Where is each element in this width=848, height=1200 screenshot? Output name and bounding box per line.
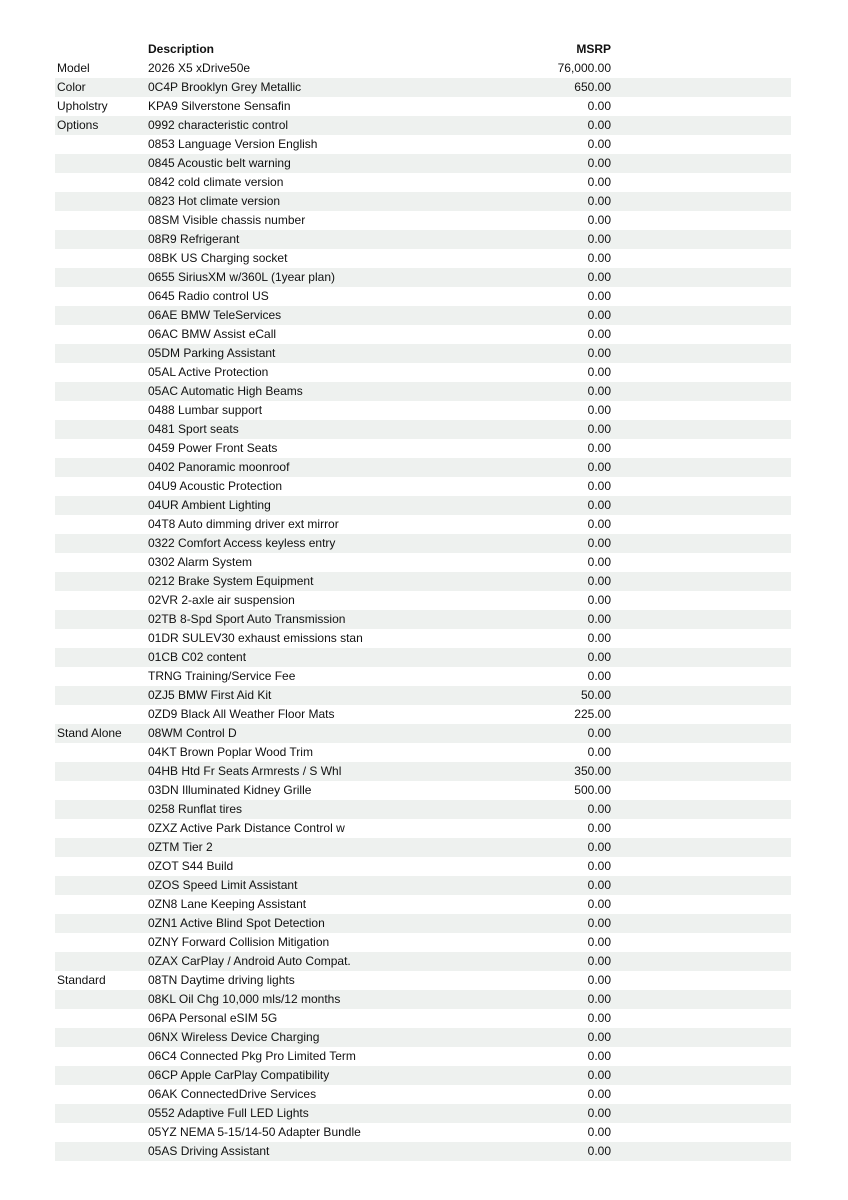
table-row	[55, 287, 791, 306]
description-cell: 0ZNY Forward Collision Mitigation	[148, 935, 330, 949]
description-cell: 02VR 2-axle air suspension	[148, 593, 295, 607]
table-row	[55, 724, 791, 743]
description-cell: 05AS Driving Assistant	[148, 1144, 270, 1158]
description-cell: 08BK US Charging socket	[148, 251, 288, 265]
msrp-cell: 0.00	[587, 669, 611, 683]
description-cell: 0ZAX CarPlay / Android Auto Compat.	[148, 954, 351, 968]
table-row	[55, 629, 791, 648]
msrp-cell: 650.00	[574, 80, 611, 94]
msrp-cell: 0.00	[587, 517, 611, 531]
table-row	[55, 382, 791, 401]
description-cell: 0ZJ5 BMW First Aid Kit	[148, 688, 272, 702]
table-row	[55, 401, 791, 420]
description-cell: 0853 Language Version English	[148, 137, 318, 151]
msrp-cell: 0.00	[587, 194, 611, 208]
table-row	[55, 116, 791, 135]
table-body	[55, 59, 791, 1161]
category-cell: Stand Alone	[57, 726, 122, 740]
description-cell: 04T8 Auto dimming driver ext mirror	[148, 517, 339, 531]
table-row	[55, 743, 791, 762]
msrp-cell: 0.00	[587, 650, 611, 664]
table-row	[55, 97, 791, 116]
table-row	[55, 458, 791, 477]
description-cell: 0459 Power Front Seats	[148, 441, 278, 455]
pricing-table	[55, 40, 791, 1161]
msrp-cell: 0.00	[587, 403, 611, 417]
table-row	[55, 344, 791, 363]
description-cell: 05AC Automatic High Beams	[148, 384, 303, 398]
table-row	[55, 439, 791, 458]
description-cell: 0302 Alarm System	[148, 555, 253, 569]
description-cell: 0402 Panoramic moonroof	[148, 460, 290, 474]
msrp-cell: 0.00	[587, 574, 611, 588]
table-row	[55, 1066, 791, 1085]
msrp-cell: 0.00	[587, 897, 611, 911]
table-row	[55, 933, 791, 952]
table-row	[55, 1104, 791, 1123]
table-row	[55, 515, 791, 534]
msrp-cell: 0.00	[587, 498, 611, 512]
description-cell: 05YZ NEMA 5-15/14-50 Adapter Bundle	[148, 1125, 361, 1139]
msrp-cell: 0.00	[587, 479, 611, 493]
msrp-cell: 0.00	[587, 802, 611, 816]
description-cell: 04UR Ambient Lighting	[148, 498, 271, 512]
msrp-cell: 0.00	[587, 213, 611, 227]
description-cell: 05AL Active Protection	[148, 365, 269, 379]
table-row	[55, 572, 791, 591]
msrp-cell: 0.00	[587, 327, 611, 341]
table-row	[55, 59, 791, 78]
table-row	[55, 230, 791, 249]
msrp-cell: 0.00	[587, 270, 611, 284]
description-cell: 0ZOT S44 Build	[148, 859, 234, 873]
table-row	[55, 705, 791, 724]
table-row	[55, 192, 791, 211]
description-cell: 08WM Control D	[148, 726, 237, 740]
msrp-cell: 0.00	[587, 593, 611, 607]
table-row	[55, 648, 791, 667]
table-row	[55, 496, 791, 515]
table-row	[55, 895, 791, 914]
table-row	[55, 325, 791, 344]
msrp-cell: 0.00	[587, 992, 611, 1006]
description-cell: 02TB 8-Spd Sport Auto Transmission	[148, 612, 346, 626]
table-row	[55, 534, 791, 553]
description-cell: 08KL Oil Chg 10,000 mls/12 months	[148, 992, 341, 1006]
msrp-cell: 0.00	[587, 555, 611, 569]
table-row	[55, 952, 791, 971]
category-cell: Options	[57, 118, 99, 132]
table-row	[55, 914, 791, 933]
description-cell: 0212 Brake System Equipment	[148, 574, 314, 588]
description-header: Description	[148, 42, 215, 56]
msrp-cell: 0.00	[587, 726, 611, 740]
description-cell: 06PA Personal eSIM 5G	[148, 1011, 278, 1025]
msrp-cell: 0.00	[587, 631, 611, 645]
description-cell: KPA9 Silverstone Sensafin	[148, 99, 291, 113]
description-cell: 0645 Radio control US	[148, 289, 269, 303]
description-cell: TRNG Training/Service Fee	[148, 669, 296, 683]
description-cell: 06AC BMW Assist eCall	[148, 327, 277, 341]
msrp-cell: 0.00	[587, 118, 611, 132]
msrp-cell: 0.00	[587, 916, 611, 930]
table-row	[55, 686, 791, 705]
category-cell: Upholstry	[57, 99, 108, 113]
msrp-cell: 0.00	[587, 1144, 611, 1158]
description-cell: 0C4P Brooklyn Grey Metallic	[148, 80, 302, 94]
table-row	[55, 78, 791, 97]
description-cell: 0845 Acoustic belt warning	[148, 156, 291, 170]
description-cell: 01DR SULEV30 exhaust emissions stan	[148, 631, 363, 645]
table-row	[55, 1142, 791, 1161]
table-row	[55, 1047, 791, 1066]
description-cell: 08SM Visible chassis number	[148, 213, 306, 227]
table-row	[55, 762, 791, 781]
description-cell: 0823 Hot climate version	[148, 194, 281, 208]
msrp-cell: 76,000.00	[557, 61, 611, 75]
description-cell: 0992 characteristic control	[148, 118, 289, 132]
table-row	[55, 306, 791, 325]
description-cell: 03DN Illuminated Kidney Grille	[148, 783, 312, 797]
description-cell: 06NX Wireless Device Charging	[148, 1030, 320, 1044]
description-cell: 01CB C02 content	[148, 650, 247, 664]
table-row	[55, 876, 791, 895]
table-row	[55, 591, 791, 610]
description-cell: 08R9 Refrigerant	[148, 232, 240, 246]
msrp-cell: 225.00	[574, 707, 611, 721]
description-cell: 06C4 Connected Pkg Pro Limited Term	[148, 1049, 356, 1063]
msrp-cell: 0.00	[587, 1106, 611, 1120]
msrp-cell: 0.00	[587, 859, 611, 873]
msrp-cell: 0.00	[587, 384, 611, 398]
description-cell: 05DM Parking Assistant	[148, 346, 276, 360]
table-row	[55, 781, 791, 800]
description-cell: 0481 Sport seats	[148, 422, 239, 436]
table-row	[55, 1123, 791, 1142]
table-row	[55, 667, 791, 686]
description-cell: 0488 Lumbar support	[148, 403, 263, 417]
description-cell: 0842 cold climate version	[148, 175, 284, 189]
description-cell: 08TN Daytime driving lights	[148, 973, 295, 987]
msrp-cell: 0.00	[587, 175, 611, 189]
msrp-cell: 0.00	[587, 821, 611, 835]
table-row	[55, 173, 791, 192]
msrp-cell: 0.00	[587, 365, 611, 379]
table-row	[55, 553, 791, 572]
table-row	[55, 838, 791, 857]
msrp-cell: 0.00	[587, 441, 611, 455]
table-row	[55, 1009, 791, 1028]
description-cell: 04HB Htd Fr Seats Armrests / S Whl	[148, 764, 342, 778]
description-cell: 0ZXZ Active Park Distance Control w	[148, 821, 345, 835]
table-row	[55, 477, 791, 496]
msrp-cell: 0.00	[587, 137, 611, 151]
msrp-cell: 500.00	[574, 783, 611, 797]
table-row	[55, 420, 791, 439]
msrp-cell: 0.00	[587, 308, 611, 322]
description-cell: 0ZOS Speed Limit Assistant	[148, 878, 298, 892]
description-cell: 06AE BMW TeleServices	[148, 308, 282, 322]
msrp-cell: 0.00	[587, 612, 611, 626]
msrp-cell: 0.00	[587, 840, 611, 854]
table-row	[55, 363, 791, 382]
msrp-cell: 0.00	[587, 232, 611, 246]
msrp-cell: 0.00	[587, 289, 611, 303]
description-cell: 04U9 Acoustic Protection	[148, 479, 283, 493]
msrp-header: MSRP	[576, 42, 611, 56]
description-cell: 0655 SiriusXM w/360L (1year plan)	[148, 270, 335, 284]
table-row	[55, 800, 791, 819]
msrp-cell: 0.00	[587, 99, 611, 113]
table-row	[55, 249, 791, 268]
description-cell: 06CP Apple CarPlay Compatibility	[148, 1068, 330, 1082]
table-row	[55, 971, 791, 990]
msrp-cell: 0.00	[587, 251, 611, 265]
description-cell: 06AK ConnectedDrive Services	[148, 1087, 317, 1101]
description-cell: 0ZN8 Lane Keeping Assistant	[148, 897, 307, 911]
msrp-cell: 0.00	[587, 1030, 611, 1044]
description-cell: 0322 Comfort Access keyless entry	[148, 536, 336, 550]
msrp-cell: 0.00	[587, 954, 611, 968]
table-row	[55, 857, 791, 876]
msrp-cell: 0.00	[587, 346, 611, 360]
table-row	[55, 154, 791, 173]
category-cell: Color	[57, 80, 86, 94]
description-cell: 0ZD9 Black All Weather Floor Mats	[148, 707, 335, 721]
msrp-cell: 0.00	[587, 1125, 611, 1139]
table-row	[55, 819, 791, 838]
description-cell: 2026 X5 xDrive50e	[148, 61, 251, 75]
table-row	[55, 135, 791, 154]
category-cell: Model	[57, 61, 90, 75]
msrp-cell: 50.00	[580, 688, 611, 702]
table-row	[55, 610, 791, 629]
msrp-cell: 350.00	[574, 764, 611, 778]
msrp-cell: 0.00	[587, 422, 611, 436]
table-row	[55, 1028, 791, 1047]
msrp-cell: 0.00	[587, 1011, 611, 1025]
description-cell: 04KT Brown Poplar Wood Trim	[148, 745, 313, 759]
msrp-cell: 0.00	[587, 935, 611, 949]
msrp-cell: 0.00	[587, 460, 611, 474]
msrp-cell: 0.00	[587, 156, 611, 170]
category-cell: Standard	[57, 973, 106, 987]
msrp-cell: 0.00	[587, 1087, 611, 1101]
msrp-cell: 0.00	[587, 536, 611, 550]
table-row	[55, 268, 791, 287]
msrp-cell: 0.00	[587, 973, 611, 987]
description-cell: 0552 Adaptive Full LED Lights	[148, 1106, 309, 1120]
msrp-cell: 0.00	[587, 1068, 611, 1082]
table-header-row	[55, 40, 791, 59]
table-row	[55, 990, 791, 1009]
table-row	[55, 1085, 791, 1104]
description-cell: 0ZN1 Active Blind Spot Detection	[148, 916, 325, 930]
description-cell: 0ZTM Tier 2	[148, 840, 213, 854]
msrp-cell: 0.00	[587, 878, 611, 892]
msrp-cell: 0.00	[587, 745, 611, 759]
table-row	[55, 211, 791, 230]
msrp-cell: 0.00	[587, 1049, 611, 1063]
description-cell: 0258 Runflat tires	[148, 802, 243, 816]
